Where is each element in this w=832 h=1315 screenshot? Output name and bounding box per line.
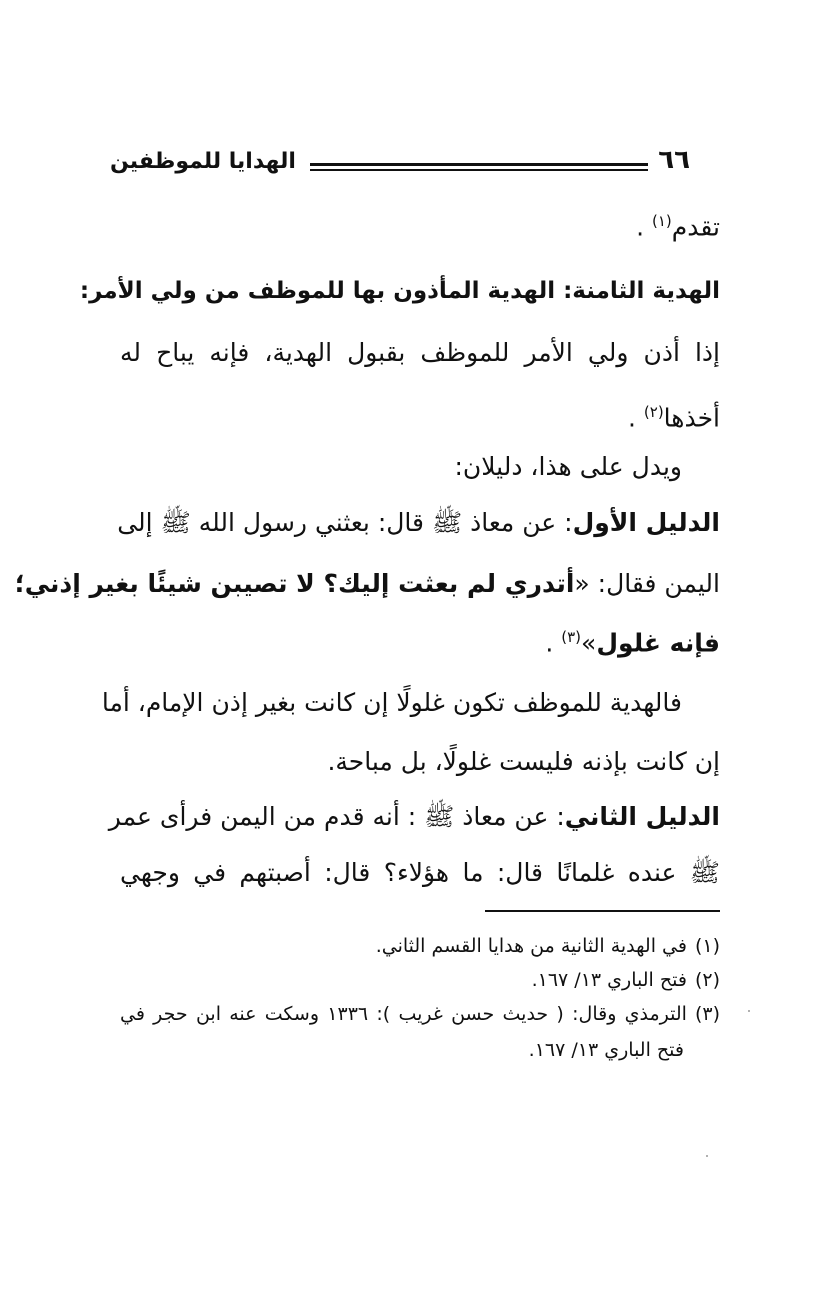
text-line-9: فالهدية للموظف تكون غلولًا إن كانت بغير إذن الإمام، أما <box>101 688 682 717</box>
footnote-ref-2[interactable]: (٢) <box>643 403 664 421</box>
text-line-3: إذا أذن ولي الأمر للموظف بقبول الهدية، فإنه يباح له <box>120 338 720 367</box>
footnote-2-text: فتح الباري ١٣/ ١٦٧. <box>531 969 687 991</box>
footnote-3-continued <box>84 1039 684 1062</box>
first-evidence-label: الدليل الأول <box>572 508 720 537</box>
text-line-7 <box>14 569 720 599</box>
hadith-quote-end: فإنه غلول <box>596 628 720 658</box>
footnote-2 <box>120 969 720 992</box>
section-heading: الهدية الثامنة: الهدية المأذون بها للموظف من ولي الأمر: <box>79 278 720 304</box>
text-line-10: إن كانت بإذنه فليست غلولًا، بل مباحة. <box>327 747 720 776</box>
line-4-end: . <box>627 403 644 433</box>
page-number: ٦٦ <box>658 145 690 175</box>
footnote-divider <box>485 910 720 912</box>
text-line-1 <box>120 212 720 242</box>
header-divider <box>310 163 648 170</box>
text-line-11 <box>108 802 720 832</box>
footnote-3 <box>120 1003 720 1026</box>
footnote-3-continued-text: فتح الباري ١٣/ ١٦٧. <box>528 1039 684 1061</box>
line-8-plain: » <box>581 628 597 658</box>
footnote-2-number: (٢) <box>694 969 720 991</box>
footnote-ref-1[interactable]: (١) <box>652 212 672 230</box>
line-7-plain: اليمن فقال: « <box>574 569 720 598</box>
text-line-6 <box>117 508 720 538</box>
line-1-text: تقدم <box>671 212 720 242</box>
footnote-3-text: الترمذي وقال: ( حديث حسن غريب ): ١٣٣٦ وسكت عنه ابن حجر في <box>120 1003 687 1025</box>
text-line-5: ويدل على هذا، دليلان: <box>454 452 682 481</box>
footnote-1-number: (١) <box>694 935 720 957</box>
footnote-1-text: في الهدية الثانية من هدايا القسم الثاني. <box>375 935 687 957</box>
scan-speck <box>748 1010 750 1012</box>
hadith-quote: أتدري لم بعثت إليك؟ لا تصيبن شيئًا بغير إذني؛ <box>14 569 575 598</box>
line-6-rest: : عن معاذ ﷺ قال: بعثني رسول الله ﷺ إلى <box>117 508 573 537</box>
line-4-text: أخذها <box>663 403 720 433</box>
footnote-1 <box>120 935 720 958</box>
text-line-8 <box>120 628 720 658</box>
footnote-3-number: (٣) <box>694 1003 720 1025</box>
page-header <box>110 145 690 185</box>
second-evidence-label: الدليل الثاني <box>564 802 720 831</box>
text-line-12: ﷺ عنده غلمانًا قال: ما هؤلاء؟ قال: أصبتهم في وجهي <box>120 858 720 887</box>
line-8-end: . <box>545 628 562 658</box>
footnote-ref-3[interactable]: (٣) <box>561 628 582 646</box>
line-1-end: . <box>636 212 652 242</box>
text-line-4 <box>120 403 720 433</box>
line-11-rest: : عن معاذ ﷺ : أنه قدم من اليمن فرأى عمر <box>108 802 565 831</box>
running-title: الهدايا للموظفين <box>110 149 296 174</box>
scan-speck <box>706 1155 708 1157</box>
